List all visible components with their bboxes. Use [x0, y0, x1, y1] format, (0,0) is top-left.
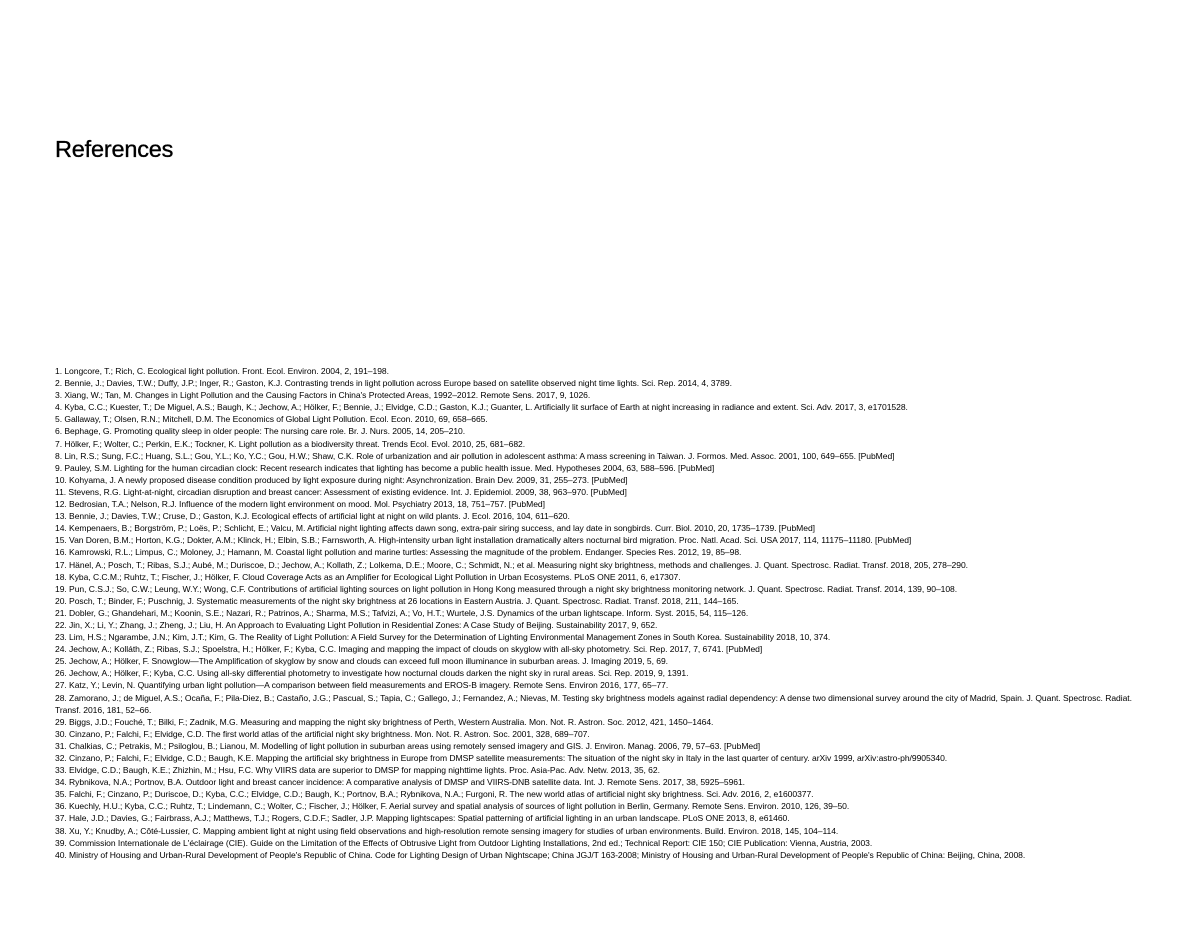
reference-item: 35. Falchi, F.; Cinzano, P.; Duriscoe, D.; Kyba, C.C.; Elvidge, C.D.; Baugh, K.; Portnov, B.A.; Rybnikova, N.A.; Furgoni, R. The new world atlas of artificial night sky brightness. Sci. Adv. 2016, 2, e1600377. [55, 789, 814, 800]
reference-item: 13. Bennie, J.; Davies, T.W.; Cruse, D.; Gaston, K.J. Ecological effects of artificial light at night on wild plants. J. Ecol. 2016, 104, 611–620. [55, 511, 570, 522]
reference-item: 10. Kohyama, J. A newly proposed disease condition produced by light exposure during night: Asynchronization. Brain Dev. 2009, 31, 255–273. [PubMed] [55, 474, 628, 485]
reference-item: 32. Cinzano, P.; Falchi, F.; Elvidge, C.D.; Baugh, K.E. Mapping the artificial sky brightness in Europe from DMSP satellite measurements: The situation of the night sky in Italy in the last quarter of century. arXiv 1999, arXiv:astro-ph/9905340. [55, 753, 948, 763]
reference-item: 18. Kyba, C.C.M.; Ruhtz, T.; Fischer, J.; Hölker, F. Cloud Coverage Acts as an Amplifier for Ecological Light Pollution in Urban Ecosystems. PLoS ONE 2011, 6, e17307. [55, 571, 681, 582]
reference-item: 2. Bennie, J.; Davies, T.W.; Duffy, J.P.; Inger, R.; Gaston, K.J. Contrasting trends in light pollution across Europe based on satellite observed night time lights. Sci. Rep. 2014, 4, 3789. [55, 378, 732, 389]
reference-item: 7. Hölker, F.; Wolter, C.; Perkin, E.K.; Tockner, K. Light pollution as a biodiversity threat. Trends Ecol. Evol. 2010, 25, 681–682. [55, 438, 526, 449]
reference-item: 26. Jechow, A.; Hölker, F.; Kyba, C.C. Using all-sky differential photometry to investigate how nocturnal clouds darken the night sky in rural areas. Sci. Rep. 2019, 9, 1391. [55, 668, 689, 679]
page-title: References [55, 136, 174, 162]
reference-item: 1. Longcore, T.; Rich, C. Ecological light pollution. Front. Ecol. Environ. 2004, 2, 191–198. [55, 366, 389, 376]
reference-list [55, 365, 1150, 861]
reference-item: 20. Posch, T.; Binder, F.; Puschnig, J. Systematic measurements of the night sky brightness at 26 locations in Eastern Austria. J. Quant. Spectrosc. Radiat. Transf. 2018, 211, 144–165. [55, 595, 739, 606]
reference-item: 37. Hale, J.D.; Davies, G.; Fairbrass, A.J.; Matthews, T.J.; Rogers, C.D.F.; Sadler, J.P. Mapping lightscapes: Spatial patterning of artificial lighting in an urban landscape. PLoS ONE 2013, 8, e61460. [55, 813, 790, 824]
reference-item: 39. Commission Internationale de L'éclairage (CIE). Guide on the Limitation of the Effects of Obtrusive Light from Outdoor Lighting Installations, 2nd ed.; Technical Report: CIE 150; CIE Publication: Vienna, Austria, 2003. [55, 837, 873, 848]
reference-item: 14. Kempenaers, B.; Borgström, P.; Loës, P.; Schlicht, E.; Valcu, M. Artificial night lighting affects dawn song, extra-pair siring success, and lay date in songbirds. Curr. Biol. 2010, 20, 1735–1739. [PubMed] [55, 523, 815, 534]
reference-item: 3. Xiang, W.; Tan, M. Changes in Light Pollution and the Causing Factors in China's Protected Areas, 1992–2012. Remote Sens. 2017, 9, 1026. [55, 390, 591, 401]
reference-item: 19. Pun, C.S.J.; So, C.W.; Leung, W.Y.; Wong, C.F. Contributions of artificial lighting sources on light pollution in Hong Kong measured through a night sky brightness monitoring network. J. Quant. Spectrosc. Radiat. Transf. 2014, 139, 90–108. [55, 583, 958, 594]
reference-item: 34. Rybnikova, N.A.; Portnov, B.A. Outdoor light and breast cancer incidence: A comparative analysis of DMSP and VIIRS-DNB satellite data. Int. J. Remote Sens. 2017, 38, 5925–5961. [55, 777, 746, 788]
reference-item: 38. Xu, Y.; Knudby, A.; Côté-Lussier, C. Mapping ambient light at night using field observations and high-resolution remote sensing imagery for studies of urban environments. Build. Environ. 2018, 145, 104–114. [55, 825, 839, 836]
reference-item: 21. Dobler, G.; Ghandehari, M.; Koonin, S.E.; Nazari, R.; Patrinos, A.; Sharma, M.S.; Tafvizi, A.; Vo, H.T.; Wurtele, J.S. Dynamics of the urban lightscape. Inform. Syst. 2015, 54, 115–126. [55, 607, 749, 618]
reference-item: 24. Jechow, A.; Kolláth, Z.; Ribas, S.J.; Spoelstra, H.; Hölker, F.; Kyba, C.C. Imaging and mapping the impact of clouds on skyglow with all-sky photometry. Sci. Rep. 2017, 7, 6741. [PubMed] [55, 644, 763, 655]
reference-item: 9. Pauley, S.M. Lighting for the human circadian clock: Recent research indicates that lighting has become a public health issue. Med. Hypotheses 2004, 63, 588–596. [PubMed] [55, 462, 715, 473]
reference-item: 27. Katz, Y.; Levin, N. Quantifying urban light pollution—A comparison between field measurements and EROS-B imagery. Remote Sens. Environ 2016, 177, 65–77. [55, 680, 669, 691]
reference-item: 30. Cinzano, P.; Falchi, F.; Elvidge, C.D. The first world atlas of the artificial night sky brightness. Mon. Not. R. Astron. Soc. 2001, 328, 689–707. [55, 728, 590, 739]
reference-item: 23. Lim, H.S.; Ngarambe, J.N.; Kim, J.T.; Kim, G. The Reality of Light Pollution: A Field Survey for the Determination of Lighting Environmental Management Zones in South Korea. Sustainability 2018, 10, 374. [55, 632, 831, 643]
reference-item: 8. Lin, R.S.; Sung, F.C.; Huang, S.L.; Gou, Y.L.; Ko, Y.C.; Gou, H.W.; Shaw, C.K. Role of urbanization and air pollution in adolescent asthma: A mass screening in Taiwan. J. Formos. Med. Assoc. 2001, 100, 649–655. [PubMed] [55, 450, 895, 461]
reference-item: 25. Jechow, A.; Hölker, F. Snowglow—The Amplification of skyglow by snow and clouds can exceed full moon illuminance in suburban areas. J. Imaging 2019, 5, 69. [55, 656, 668, 667]
reference-item: 5. Gallaway, T.; Olsen, R.N.; Mitchell, D.M. The Economics of Global Light Pollution. Ecol. Econ. 2010, 69, 658–665. [55, 414, 488, 425]
reference-item: 36. Kuechly, H.U.; Kyba, C.C.; Ruhtz, T.; Lindemann, C.; Wolter, C.; Fischer, J.; Hölker, F. Aerial survey and spatial analysis of sources of light pollution in Berlin, Germany. Remote Sens. Environ. 2010, 126, 39–50. [55, 801, 850, 812]
reference-item: 15. Van Doren, B.M.; Horton, K.G.; Dokter, A.M.; Klinck, H.; Elbin, S.B.; Farnsworth, A. High-intensity urban light installation dramatically alters nocturnal bird migration. Proc. Natl. Acad. Sci. USA 2017, 114, 11175–11180. [PubMed] [55, 535, 912, 546]
reference-item: 22. Jin, X.; Li, Y.; Zhang, J.; Zheng, J.; Liu, H. An Approach to Evaluating Light Pollution in Residential Zones: A Case Study of Beijing. Sustainability 2017, 9, 652. [55, 619, 658, 630]
reference-item: 40. Ministry of Housing and Urban-Rural Development of People's Republic of China. Code for Lighting Design of Urban Nightscape; China JGJ/T 163-2008; Ministry of Housing and Urban-Rural Development of People's Republic of China: Beijing, China, 2008. [55, 849, 1026, 860]
reference-item: 6. Bephage, G. Promoting quality sleep in older people: The nursing care role. Br. J. Nurs. 2005, 14, 205–210. [55, 426, 466, 437]
reference-item: 33. Elvidge, C.D.; Baugh, K.E.; Zhizhin, M.; Hsu, F.C. Why VIIRS data are superior to DMSP for mapping nighttime lights. Proc. Asia-Pac. Adv. Netw. 2013, 35, 62. [55, 765, 660, 776]
reference-item: 4. Kyba, C.C.; Kuester, T.; De Miguel, A.S.; Baugh, K.; Jechow, A.; Hölker, F.; Bennie, J.; Elvidge, C.D.; Gaston, K.J.; Guanter, L. Artificially lit surface of Earth at night increasing in radiance and extent. Sci. Adv. 2017, 3, e1701528. [55, 402, 908, 413]
reference-item: 12. Bedrosian, T.A.; Nelson, R.J. Influence of the modern light environment on mood. Mol. Psychiatry 2013, 18, 751–757. [PubMed] [55, 499, 545, 510]
reference-item: 16. Kamrowski, R.L.; Limpus, C.; Moloney, J.; Hamann, M. Coastal light pollution and marine turtles: Assessing the magnitude of the problem. Endanger. Species Res. 2012, 19, 85–98. [55, 547, 742, 558]
reference-item: 17. Hänel, A.; Posch, T.; Ribas, S.J.; Aubé, M.; Duriscoe, D.; Jechow, A.; Kollath, Z.; Lolkema, D.E.; Moore, C.; Schmidt, N.; et al. Measuring night sky brightness, methods and challenges. J. Quant. Spectrosc. Radiat. Transf. 2018, 205, 278–290. [55, 559, 968, 570]
reference-item: 28. Zamorano, J.; de Miguel, A.S.; Ocaña, F.; Pila-Diez, B.; Castaño, J.G.; Pascual, S.; Tapia, C.; Gallego, J.; Fernandez, A.; Nievas, M. Testing sky brightness models against radial dependency: A dense two dimensional survey around the city of Madrid, Spain. J. Quant. Spectrosc. Radiat. Transf. 2016, 181, 52–66. [55, 692, 1132, 715]
reference-item: 29. Biggs, J.D.; Fouché, T.; Bilki, F.; Zadnik, M.G. Measuring and mapping the night sky brightness of Perth, Western Australia. Mon. Not. R. Astron. Soc. 2012, 421, 1450–1464. [55, 716, 714, 727]
reference-item: 31. Chalkias, C.; Petrakis, M.; Psiloglou, B.; Lianou, M. Modelling of light pollution in suburban areas using remotely sensed imagery and GIS. J. Environ. Manag. 2006, 79, 57–63. [PubMed] [55, 740, 761, 751]
reference-item: 11. Stevens, R.G. Light-at-night, circadian disruption and breast cancer: Assessment of existing evidence. Int. J. Epidemiol. 2009, 38, 963–970. [PubMed] [55, 486, 627, 497]
